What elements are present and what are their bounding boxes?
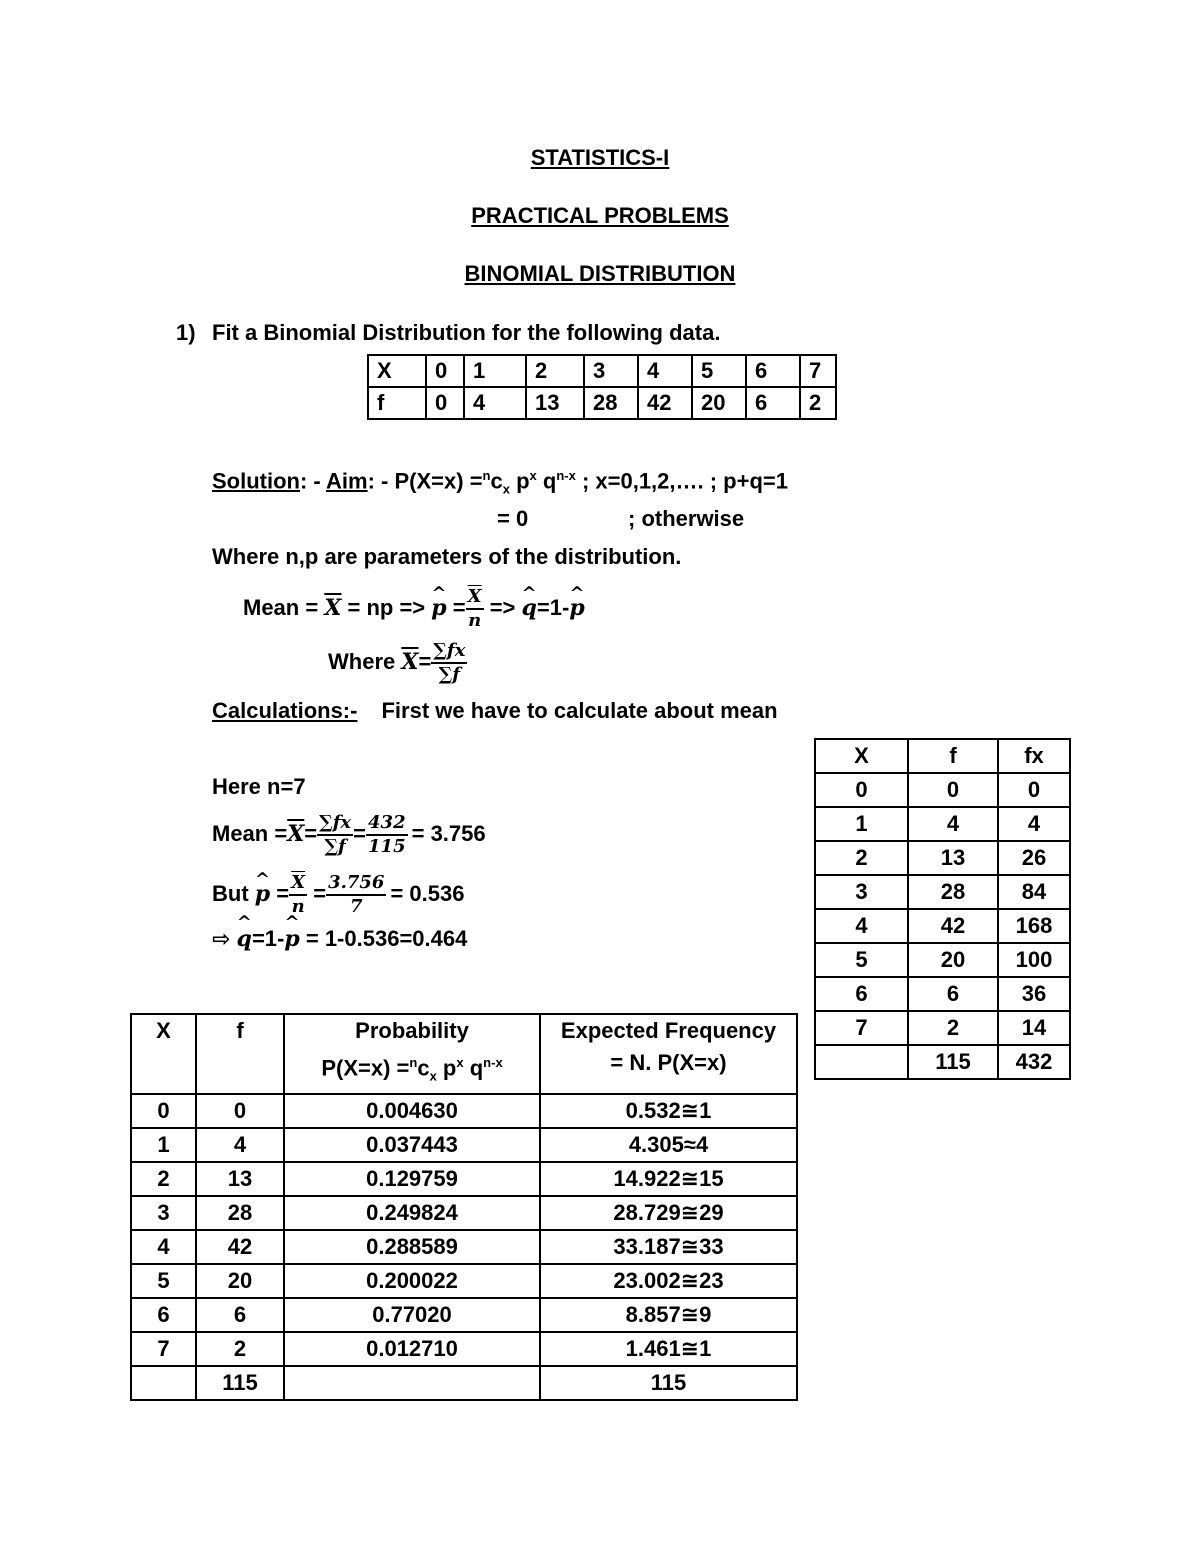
otherwise-text: ; otherwise xyxy=(628,506,745,531)
table-cell: 28 xyxy=(584,387,638,419)
table-cell: 4 xyxy=(196,1128,284,1162)
equals: = xyxy=(304,821,318,846)
table-cell: 14 xyxy=(998,1011,1070,1045)
table-cell: 2 xyxy=(131,1162,196,1196)
table-cell: 4 xyxy=(998,807,1070,841)
expected-frequency-table xyxy=(130,1013,798,1401)
table-cell: 8.857≅9 xyxy=(540,1298,797,1332)
total-row xyxy=(815,1045,1070,1079)
formula-p: p xyxy=(436,1055,457,1081)
fraction-numerator: $\overline{X}$ xyxy=(289,874,307,896)
fx-table xyxy=(814,738,1071,1080)
table-cell: 0.004630 xyxy=(284,1094,540,1128)
table-row xyxy=(131,1230,797,1264)
table-cell: 2 xyxy=(526,355,584,387)
fx-table-header xyxy=(815,739,1070,773)
table-cell: 1.461≅1 xyxy=(540,1332,797,1366)
otherwise-value: = 0 xyxy=(497,506,529,531)
formula-c: c xyxy=(417,1055,430,1081)
column-header-probability xyxy=(284,1014,540,1094)
header-line: Probability xyxy=(355,1018,469,1043)
table-row xyxy=(131,1094,797,1128)
table-cell: 0 xyxy=(426,355,464,387)
implies-arrow-icon: ⇨ xyxy=(212,926,237,951)
table-cell: 0 xyxy=(426,387,464,419)
table-row xyxy=(131,1264,797,1298)
table-cell: 1 xyxy=(131,1128,196,1162)
here-n: Here n=7 xyxy=(212,774,306,799)
problem-number: 1) xyxy=(176,320,196,345)
q-hat: ^ q xyxy=(237,926,252,952)
calculations-text: First we have to calculate about mean xyxy=(381,698,778,723)
table-cell: 4 xyxy=(464,387,526,419)
table-row xyxy=(815,875,1070,909)
fraction-denominator: n xyxy=(468,610,482,632)
table-cell: 4.305≈4 xyxy=(540,1128,797,1162)
table-cell: 4 xyxy=(815,909,908,943)
fraction-denominator: 115 xyxy=(368,836,406,858)
table-cell: 13 xyxy=(526,387,584,419)
solution-label: Solution xyxy=(212,468,300,494)
table-cell: 36 xyxy=(998,977,1070,1011)
mean-mid: = np => xyxy=(341,595,432,620)
table-cell: 0 xyxy=(196,1094,284,1128)
equals: = xyxy=(307,881,327,906)
table-cell: 6 xyxy=(131,1298,196,1332)
arrow: => xyxy=(483,595,522,620)
table-cell: X xyxy=(368,355,426,387)
column-header-expected xyxy=(540,1014,797,1094)
column-header: f xyxy=(908,739,998,773)
table-row xyxy=(131,1162,797,1196)
mean-lhs: Mean = xyxy=(243,595,325,620)
fraction-denominator: ∑f xyxy=(324,836,346,858)
xbar-definition xyxy=(328,634,467,690)
table-cell: 100 xyxy=(998,943,1070,977)
table-cell: 6 xyxy=(815,977,908,1011)
equals: = xyxy=(270,881,290,906)
table-cell: 432 xyxy=(998,1045,1070,1079)
table-row xyxy=(131,1298,797,1332)
table-cell: 42 xyxy=(638,387,692,419)
table-cell: 4 xyxy=(131,1230,196,1264)
table-cell: 26 xyxy=(998,841,1070,875)
table-cell: 0.249824 xyxy=(284,1196,540,1230)
fraction-denominator: ∑f xyxy=(438,664,460,686)
table-cell: 7 xyxy=(131,1332,196,1366)
p-hat: ^ p xyxy=(569,580,584,636)
q-eq: =1- xyxy=(251,926,285,951)
where-label: Where xyxy=(328,649,402,674)
pmf-c: c xyxy=(490,468,503,494)
p-hat: ^ p xyxy=(255,866,270,922)
table-cell: 4 xyxy=(908,807,998,841)
topic-title: BINOMIAL DISTRIBUTION xyxy=(464,261,736,286)
separator: : - xyxy=(367,468,395,494)
table-cell: 28 xyxy=(908,875,998,909)
fraction-numerator: 3.756 xyxy=(326,874,386,896)
pmf-px: x xyxy=(529,468,537,483)
document-title: STATISTICS-I xyxy=(530,145,670,170)
table-cell: 28.729≅29 xyxy=(540,1196,797,1230)
fraction xyxy=(317,814,353,856)
table-cell: 0.200022 xyxy=(284,1264,540,1298)
table-cell: 6 xyxy=(908,977,998,1011)
section-title: PRACTICAL PROBLEMS xyxy=(471,203,729,228)
formula-q: q xyxy=(463,1055,484,1081)
table-cell: 14.922≅15 xyxy=(540,1162,797,1196)
mean-formula xyxy=(243,580,585,636)
mean-result: = 3.756 xyxy=(411,821,486,846)
table-cell: 42 xyxy=(196,1230,284,1264)
column-header: X xyxy=(131,1014,196,1094)
p-hat-result: = 0.536 xyxy=(390,881,465,906)
fraction xyxy=(431,642,467,684)
table-cell: 0.532≅1 xyxy=(540,1094,797,1128)
table-cell: 23.002≅23 xyxy=(540,1264,797,1298)
q-hat-calculation xyxy=(212,926,467,952)
fraction xyxy=(366,814,408,856)
equals: = xyxy=(418,649,432,674)
table-cell: 20 xyxy=(196,1264,284,1298)
solution-aim-line xyxy=(212,468,788,497)
table-cell: 33.187≅33 xyxy=(540,1230,797,1264)
fraction xyxy=(326,874,386,916)
table-cell: 20 xyxy=(692,387,746,419)
calculations-line xyxy=(212,698,778,724)
table-row xyxy=(815,909,1070,943)
calculations-label: Calculations:- xyxy=(212,698,358,723)
pmf-domain: ; x=0,1,2,…. ; p+q=1 xyxy=(575,468,788,494)
column-header: X xyxy=(815,739,908,773)
expected-table-header xyxy=(131,1014,797,1094)
table-cell: 13 xyxy=(908,841,998,875)
table-cell: 4 xyxy=(638,355,692,387)
table-cell: 0.129759 xyxy=(284,1162,540,1196)
table-cell: 6 xyxy=(746,387,800,419)
table-row xyxy=(815,807,1070,841)
table-cell: 13 xyxy=(196,1162,284,1196)
table-cell: 0 xyxy=(908,773,998,807)
fraction-numerator: ∑fx xyxy=(317,814,353,836)
header-formula xyxy=(285,1047,539,1093)
table-cell xyxy=(815,1045,908,1079)
table-row xyxy=(131,1332,797,1366)
table-cell: 28 xyxy=(196,1196,284,1230)
table-cell: 1 xyxy=(464,355,526,387)
mean-eq: = xyxy=(446,595,466,620)
table-row xyxy=(815,1011,1070,1045)
table-cell: 115 xyxy=(196,1366,284,1400)
pmf-q: q xyxy=(536,468,557,494)
table-cell: 0.288589 xyxy=(284,1230,540,1264)
formula-qx: n-x xyxy=(483,1055,503,1070)
table-cell: 115 xyxy=(908,1045,998,1079)
pmf-p: p xyxy=(509,468,530,494)
total-row xyxy=(131,1366,797,1400)
table-cell: 2 xyxy=(815,841,908,875)
x-bar: $\overline{X}$ xyxy=(287,821,305,847)
problem-text: Fit a Binomial Distribution for the following data. xyxy=(212,320,721,345)
formula-px: x xyxy=(456,1055,464,1070)
table-cell: 84 xyxy=(998,875,1070,909)
pmf-lhs: P(X=x) = xyxy=(394,468,483,494)
table-cell: 0.037443 xyxy=(284,1128,540,1162)
parameters-note: Where n,p are parameters of the distribution. xyxy=(212,544,682,569)
x-bar: $\overline{X}$ xyxy=(401,649,419,675)
mean-calculation xyxy=(212,806,486,862)
table-cell: 0 xyxy=(131,1094,196,1128)
p-hat: ^ p xyxy=(284,926,299,952)
table-cell: 6 xyxy=(746,355,800,387)
column-header: f xyxy=(196,1014,284,1094)
p-hat: ^ p xyxy=(431,580,446,636)
pmf-n: n xyxy=(482,468,491,483)
x-bar: $\overline{X}$ xyxy=(324,595,342,621)
q-hat-result: = 1-0.536=0.464 xyxy=(299,926,468,951)
q-eq: =1- xyxy=(536,595,570,620)
table-cell: 2 xyxy=(800,387,836,419)
table-cell: 0.77020 xyxy=(284,1298,540,1332)
fraction-numerator: ∑fx xyxy=(431,642,467,664)
aim-label: Aim xyxy=(326,468,368,494)
table-cell: 168 xyxy=(998,909,1070,943)
table-cell: 0.012710 xyxy=(284,1332,540,1366)
table-cell: 3 xyxy=(131,1196,196,1230)
table-cell: 20 xyxy=(908,943,998,977)
table-cell: 5 xyxy=(692,355,746,387)
data-table xyxy=(367,354,837,420)
table-row xyxy=(131,1128,797,1162)
table-row xyxy=(815,841,1070,875)
table-cell: 0 xyxy=(998,773,1070,807)
table-cell: 1 xyxy=(815,807,908,841)
table-cell: 5 xyxy=(815,943,908,977)
table-cell: 42 xyxy=(908,909,998,943)
table-cell: 2 xyxy=(196,1332,284,1366)
fraction-denominator: n xyxy=(291,896,305,918)
table-cell: 7 xyxy=(815,1011,908,1045)
column-header: fx xyxy=(998,739,1070,773)
table-cell: 2 xyxy=(908,1011,998,1045)
equals: = xyxy=(353,821,367,846)
fraction-denominator: 7 xyxy=(349,896,363,918)
formula-cx: x xyxy=(429,1068,437,1084)
table-row xyxy=(815,977,1070,1011)
data-table-row-x xyxy=(368,355,836,387)
pmf-qx: n-x xyxy=(556,468,576,483)
table-row xyxy=(131,1196,797,1230)
table-cell xyxy=(131,1366,196,1400)
table-cell xyxy=(284,1366,540,1400)
but-label: But xyxy=(212,881,255,906)
table-cell: 6 xyxy=(196,1298,284,1332)
fraction-numerator: $\overline{X}$ xyxy=(466,588,484,610)
fraction-numerator: 432 xyxy=(366,814,408,836)
table-cell: 5 xyxy=(131,1264,196,1298)
pmf-cx: x xyxy=(502,481,510,497)
table-row xyxy=(815,773,1070,807)
table-row xyxy=(815,943,1070,977)
data-table-row-f xyxy=(368,387,836,419)
table-cell: f xyxy=(368,387,426,419)
mean-label: Mean = xyxy=(212,821,288,846)
table-cell: 115 xyxy=(540,1366,797,1400)
header-line: Expected Frequency xyxy=(560,1018,777,1043)
fraction xyxy=(289,874,307,916)
formula-n: n xyxy=(409,1055,418,1070)
q-hat: ^ q xyxy=(522,580,537,636)
fraction xyxy=(466,588,484,630)
formula-lhs: P(X=x) = xyxy=(321,1055,410,1081)
table-cell: 0 xyxy=(815,773,908,807)
header-line: = N. P(X=x) xyxy=(610,1050,727,1075)
table-cell: 7 xyxy=(800,355,836,387)
table-cell: 3 xyxy=(584,355,638,387)
table-cell: 3 xyxy=(815,875,908,909)
separator: : - xyxy=(299,468,327,494)
